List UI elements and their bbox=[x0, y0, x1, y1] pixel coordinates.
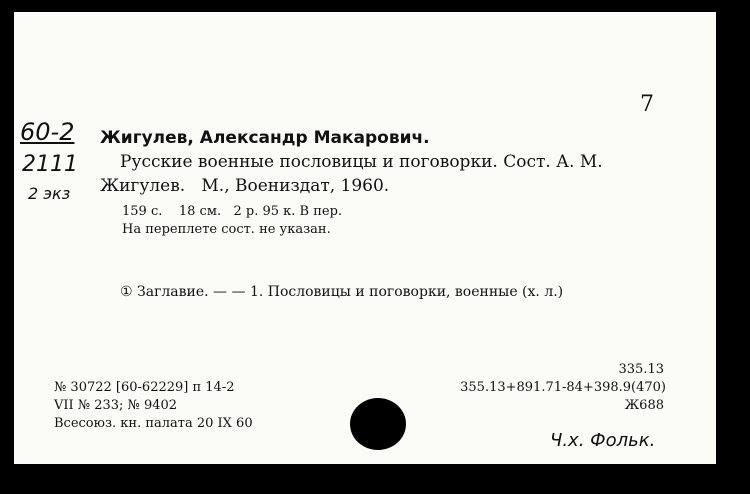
punch-hole bbox=[350, 398, 406, 450]
classification-line-1: 335.13 bbox=[618, 362, 664, 377]
shelfmark-line-3: 2 экз bbox=[28, 184, 71, 203]
card-number: 7 bbox=[640, 92, 654, 117]
tracing: ① Заглавие. — — 1. Пословицы и поговорки, военные (х. л.) bbox=[120, 284, 564, 300]
classification-line-2: 355.13+891.71-84+398.9(470) bbox=[460, 380, 666, 395]
classification-line-3: Ж688 bbox=[624, 398, 664, 413]
shelfmark-line-1: 60-2 bbox=[20, 118, 75, 146]
physical-description: 159 с. 18 см. 2 р. 95 к. В пер. bbox=[122, 204, 343, 219]
title-line-1: Русские военные пословицы и поговорки. Сост. А. М. bbox=[120, 152, 603, 172]
title-line-2: Жигулев. М., Воениздат, 1960. bbox=[100, 176, 390, 196]
note: На переплете сост. не указан. bbox=[122, 222, 331, 237]
catalog-card bbox=[14, 12, 716, 464]
shelfmark-line-2: 2111 bbox=[22, 152, 78, 177]
author-heading: Жигулев, Александр Макарович. bbox=[100, 128, 430, 148]
handwritten-note: Ч.х. Фольк. bbox=[550, 430, 656, 451]
registry-line-3: Всесоюз. кн. палата 20 IX 60 bbox=[54, 416, 253, 431]
registry-line-1: № 30722 [60-62229] п 14-2 bbox=[54, 380, 235, 395]
registry-line-2: VII № 233; № 9402 bbox=[54, 398, 178, 413]
